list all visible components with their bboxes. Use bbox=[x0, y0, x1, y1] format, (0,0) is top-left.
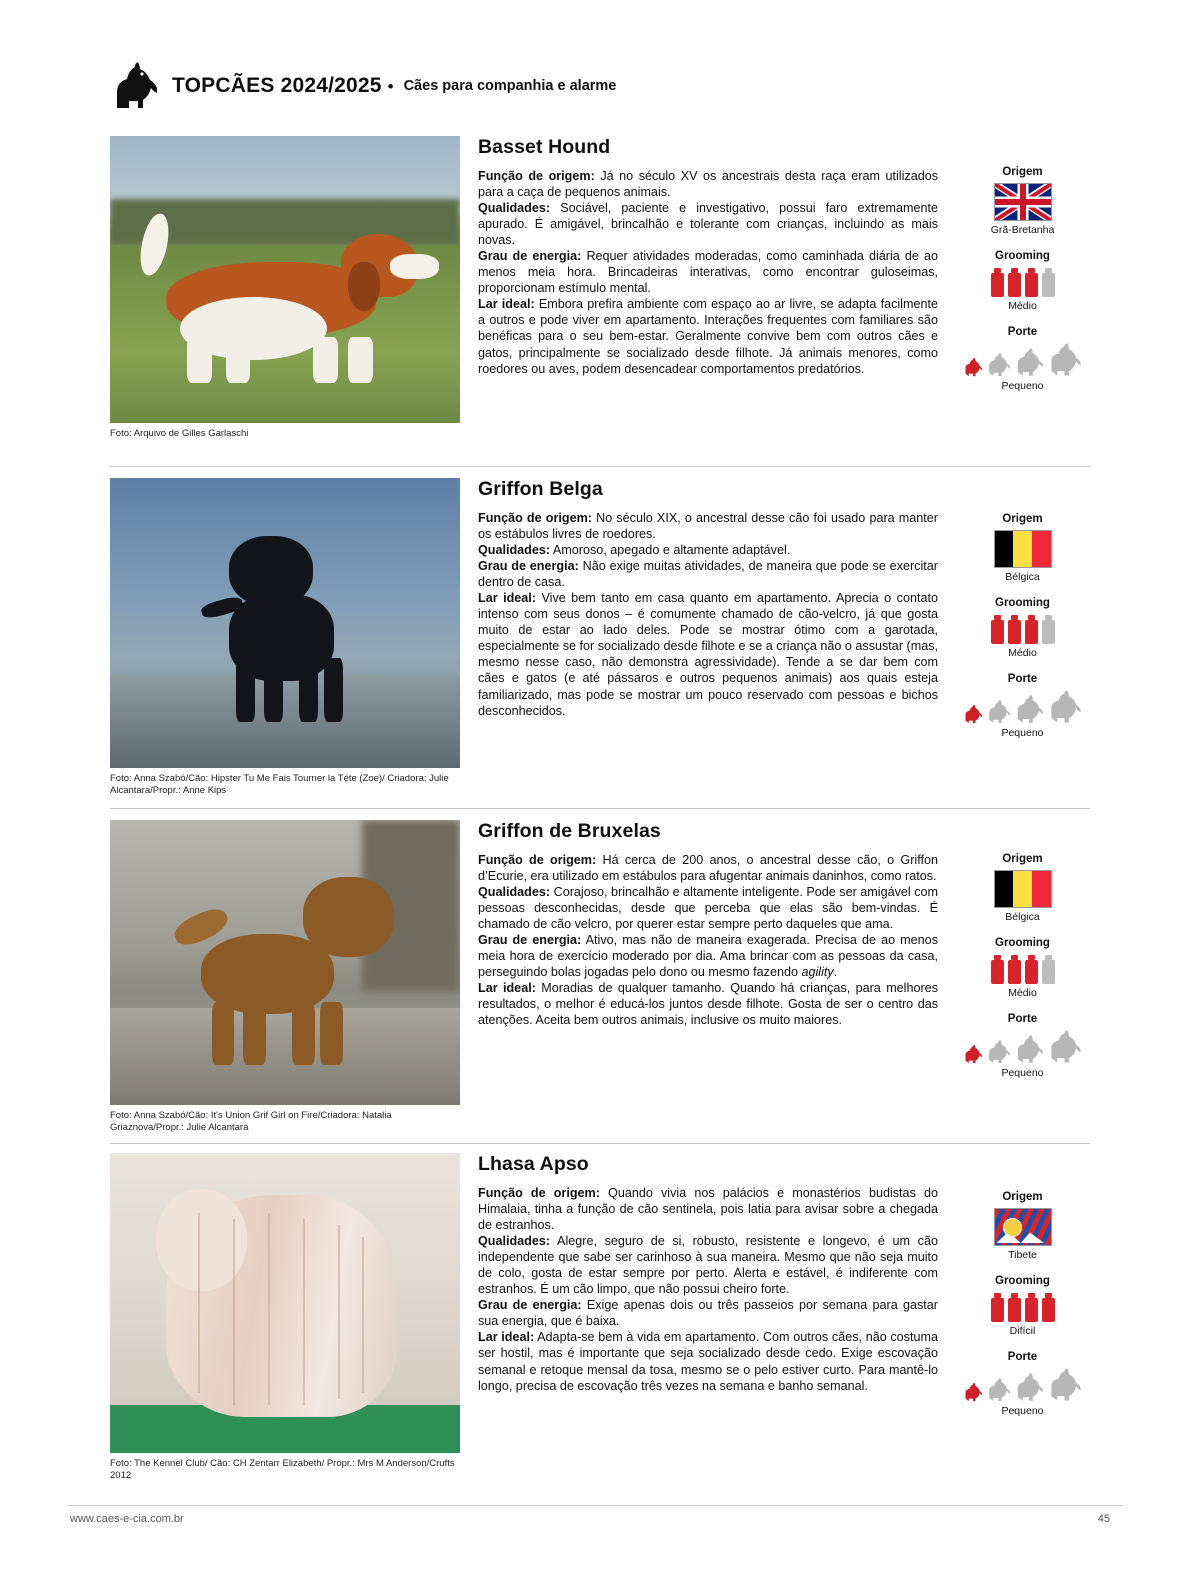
size-label: Porte bbox=[1007, 673, 1038, 685]
entry-divider bbox=[110, 808, 1090, 809]
size-scale bbox=[955, 1030, 1090, 1064]
para-label: Função de origem: bbox=[478, 853, 597, 867]
breed-description bbox=[478, 852, 938, 1029]
para-text: Sociável, paciente e investigativo, possui faro extremamente apurado. É amigável, brincalhão e tolerante com crianças, incluindo as mais novas. bbox=[478, 201, 938, 248]
grooming-block bbox=[955, 1275, 1090, 1337]
grooming-bottle-icon bbox=[1008, 1298, 1021, 1322]
breed-entry bbox=[110, 820, 1090, 1140]
breed-name: Basset Hound bbox=[478, 136, 611, 158]
origin-block bbox=[955, 513, 1090, 583]
size-label: Porte bbox=[1007, 326, 1038, 338]
flag-belgium-icon bbox=[994, 530, 1052, 568]
grooming-bottle-icon bbox=[1042, 273, 1055, 297]
origin-label: Origem bbox=[1002, 166, 1043, 178]
para-label: Lar ideal: bbox=[478, 1330, 535, 1345]
size-label: Porte bbox=[1007, 1013, 1038, 1025]
breed-entry bbox=[110, 136, 1090, 456]
size-value: Pequeno bbox=[1001, 1067, 1044, 1079]
origin-label: Origem bbox=[1002, 1191, 1043, 1203]
grooming-bottle-icon bbox=[1025, 620, 1038, 644]
size-scale bbox=[955, 690, 1090, 724]
grooming-scale bbox=[955, 267, 1090, 297]
dog-size-icon bbox=[1014, 347, 1044, 377]
grooming-bottle-icon bbox=[991, 960, 1004, 984]
para-label: Grau de energia: bbox=[478, 1298, 582, 1313]
page-header bbox=[110, 58, 1090, 114]
grooming-value: Difícil bbox=[1009, 1325, 1036, 1337]
dog-size-icon bbox=[986, 1039, 1011, 1064]
para-italic: agility bbox=[801, 965, 834, 980]
grooming-bottle-icon bbox=[1025, 273, 1038, 297]
breed-description bbox=[478, 510, 938, 719]
entry-divider bbox=[110, 466, 1090, 467]
entry-divider bbox=[110, 1143, 1090, 1144]
dog-size-icon bbox=[1047, 1367, 1082, 1402]
breed-text-column bbox=[478, 1153, 938, 1394]
para-text: Alegre, seguro de si, robusto, resistente e longevo, é um cão independente que sabe ser carinhoso à sua maneira. Mesmo que não seja muito de colo, gosta de estar sempre por perto. Alerta e estável, é indiferente com estranhos. É um cão limpo, que não possui cheiro forte. bbox=[478, 1234, 938, 1297]
dog-size-icon bbox=[1014, 1372, 1044, 1402]
grooming-label: Grooming bbox=[995, 937, 1050, 949]
grooming-bottle-icon bbox=[1042, 960, 1055, 984]
dog-size-icon bbox=[986, 699, 1011, 724]
breed-photo-column bbox=[110, 136, 460, 440]
flag-uk-icon bbox=[994, 183, 1052, 221]
flag-tibet-icon bbox=[994, 1208, 1052, 1246]
para-label: Qualidades: bbox=[478, 885, 551, 900]
para-text: Há cerca de 200 anos, o ancestral desse cão, o Griffon d’Ecurie, era utilizado em estábulos para afugentar animais daninhos, como ratos. bbox=[478, 853, 938, 884]
grooming-value: Médio bbox=[1008, 987, 1037, 999]
breed-text-column bbox=[478, 136, 938, 377]
para-text: Corajoso, brincalhão e altamente inteligente. Pode ser amigável com pessoas desconhecidas, desde que perceba que elas são bem-vindas. É chamado de cão velcro, por querer estar sempre perto daqueles que ama. bbox=[478, 885, 938, 932]
dog-size-icon bbox=[963, 357, 983, 377]
breed-description bbox=[478, 168, 938, 377]
dog-size-icon bbox=[963, 1044, 983, 1064]
dog-size-icon bbox=[1014, 1034, 1044, 1064]
para-text: No século XIX, o ancestral desse cão foi usado para manter os estábulos livres de roedores. bbox=[478, 511, 938, 542]
dog-size-icon bbox=[1047, 342, 1082, 377]
page-number: 45 bbox=[1097, 1513, 1110, 1525]
size-scale bbox=[955, 1368, 1090, 1402]
grooming-label: Grooming bbox=[995, 250, 1050, 262]
breed-photo-column bbox=[110, 1153, 460, 1482]
para-label: Função de origem: bbox=[478, 1186, 600, 1200]
grooming-scale bbox=[955, 614, 1090, 644]
griffon-bruxelas-photo bbox=[110, 820, 460, 1105]
dog-size-icon bbox=[963, 1382, 983, 1402]
origin-country: Bélgica bbox=[1005, 911, 1040, 923]
grooming-bottle-icon bbox=[991, 1298, 1004, 1322]
breed-description bbox=[478, 1185, 938, 1394]
origin-block bbox=[955, 166, 1090, 236]
grooming-scale bbox=[955, 1292, 1090, 1322]
para-text: Exige apenas dois ou três passeios por semana para gastar sua energia, que é baixa. bbox=[478, 1298, 938, 1329]
para-text: Não exige muitas atividades, de maneira que pode se exercitar dentro de casa. bbox=[478, 559, 938, 590]
breed-text-column bbox=[478, 478, 938, 719]
breed-photo-column bbox=[110, 478, 460, 797]
para-label: Lar ideal: bbox=[478, 981, 536, 996]
grooming-bottle-icon bbox=[1025, 1298, 1038, 1322]
grooming-block bbox=[955, 597, 1090, 659]
breed-name: Griffon de Bruxelas bbox=[478, 820, 661, 842]
para-label: Qualidades: bbox=[478, 1234, 551, 1249]
size-block bbox=[955, 326, 1090, 392]
origin-country: Bélgica bbox=[1005, 571, 1040, 583]
grooming-bottle-icon bbox=[991, 273, 1004, 297]
para-text: Já no século XV os ancestrais desta raça eram utilizados para a caça de pequenos animais. bbox=[478, 169, 939, 200]
para-text: Embora prefira ambiente com espaço ao ar livre, se adapta facilmente a outros e pode viver em apartamento. Interações frequentes com familiares são benéficas para o seu bem-estar. Geralmente convive bem com outros cães e gatos, principalmente se socializado desde filhote. Já animais menores, como roedores ou aves, podem desencadear comportamentos predatórios. bbox=[478, 297, 938, 376]
para-label: Grau de energia: bbox=[478, 249, 582, 264]
dog-size-icon bbox=[1014, 694, 1044, 724]
para-text: Moradias de qualquer tamanho. Quando há crianças, para melhores resultados, o melhor é educá-los juntos desde filhote. Gosta de ser o centro das atenções. Aceita bem outros animais, inclusive os muito maiores. bbox=[478, 981, 938, 1028]
grooming-bottle-icon bbox=[1042, 620, 1055, 644]
para-text: Requer atividades moderadas, como caminhada diária de ao menos meia hora. Brincadeiras interativas, como encontrar guloseimas, proporcionam estímulo mental. bbox=[478, 249, 938, 296]
para-label: Função de origem: bbox=[478, 169, 595, 183]
grooming-label: Grooming bbox=[995, 1275, 1050, 1287]
para-text: Quando vivia nos palácios e monastérios budistas do Himalaia, tinha a função de cão sentinela, pois latia para avisar sobre a chegada de estranhos. bbox=[478, 1186, 938, 1233]
page-subtitle: Cães para companhia e alarme bbox=[403, 78, 617, 94]
origin-block bbox=[955, 853, 1090, 923]
grooming-label: Grooming bbox=[995, 597, 1050, 609]
breed-text-column bbox=[478, 820, 938, 1029]
grooming-bottle-icon bbox=[1025, 960, 1038, 984]
dog-size-icon bbox=[986, 352, 1011, 377]
origin-country: Grã-Bretanha bbox=[990, 224, 1055, 236]
size-label: Porte bbox=[1007, 1351, 1038, 1363]
origin-block bbox=[955, 1191, 1090, 1261]
breed-photo-column bbox=[110, 820, 460, 1134]
breed-entry bbox=[110, 478, 1090, 798]
size-value: Pequeno bbox=[1001, 380, 1044, 392]
para-label: Qualidades: bbox=[478, 201, 551, 216]
footer-url: www.caes-e-cia.com.br bbox=[70, 1513, 184, 1525]
photo-credit: Foto: The Kennel Club/ Cão: CH Zentarr Elizabeth/ Propr.: Mrs M Anderson/Crufts 2012 bbox=[110, 1458, 455, 1481]
breed-entry bbox=[110, 1153, 1090, 1483]
para-text: Adapta-se bem à vida em apartamento. Com outros cães, não costuma ser hostil, mas é importante que seja socializado desde cedo. Exige escovação semanal e retoque mensal da tosa, mesmo se o pelo estiver curto. Para mantê-lo longo, precisa de escovação três vezes na semana e banho semanal. bbox=[478, 1330, 938, 1393]
grooming-value: Médio bbox=[1008, 647, 1037, 659]
grooming-bottle-icon bbox=[1008, 960, 1021, 984]
para-label: Grau de energia: bbox=[478, 559, 579, 574]
origin-label: Origem bbox=[1002, 853, 1043, 865]
griffon-belga-photo bbox=[110, 478, 460, 768]
para-label: Grau de energia: bbox=[478, 933, 582, 948]
para-tail: . bbox=[833, 965, 838, 980]
dog-size-icon bbox=[1047, 689, 1082, 724]
origin-country: Tibete bbox=[1008, 1249, 1037, 1261]
para-label: Lar ideal: bbox=[478, 591, 536, 606]
grooming-block bbox=[955, 937, 1090, 999]
photo-credit: Foto: Arquivo de Gilles Garlaschi bbox=[110, 428, 249, 439]
page-title: TOPCÃES 2024/2025 bbox=[172, 74, 382, 97]
breed-attributes bbox=[955, 853, 1090, 1093]
grooming-bottle-icon bbox=[1008, 273, 1021, 297]
size-value: Pequeno bbox=[1001, 1405, 1044, 1417]
grooming-bottle-icon bbox=[991, 620, 1004, 644]
para-label: Qualidades: bbox=[478, 543, 551, 558]
size-block bbox=[955, 1013, 1090, 1079]
para-label: Função de origem: bbox=[478, 511, 592, 525]
size-block bbox=[955, 1351, 1090, 1417]
photo-credit: Foto: Anna Szabó/Cão: It's Union Grif Girl on Fire/Criadora: Natalia Griaznova/Propr.: Julie Alcantara bbox=[110, 1110, 392, 1133]
grooming-value: Médio bbox=[1008, 300, 1037, 312]
origin-label: Origem bbox=[1002, 513, 1043, 525]
grooming-bottle-icon bbox=[1042, 1298, 1055, 1322]
photo-credit: Foto: Anna Szabó/Cão: Hipster Tu Me Fais Tourner la Téte (Zoe)/ Criadora: Julie Alcantara/Propr.: Anne Kips bbox=[110, 773, 449, 796]
size-block bbox=[955, 673, 1090, 739]
size-scale bbox=[955, 343, 1090, 377]
basset-hound-photo bbox=[110, 136, 460, 423]
para-text: Amoroso, apegado e altamente adaptável. bbox=[550, 543, 791, 558]
dog-size-icon bbox=[1047, 1029, 1082, 1064]
grooming-scale bbox=[955, 954, 1090, 984]
para-text: Vive bem tanto em casa quanto em apartamento. Aprecia o contato intenso com seus donos – é comumente chamado de cão-velcro, já que gosta muito de estar ao lado deles. Pode se mostrar ótimo com a garotada, especialmente se for socializado desde filhote e se a criança não o assustar (mas, mesmo nesse caso, não demonstra agressividade). Tende a se dar bem com cães e gatos (e até pássaros e outros pequenos animais) aos quais esteja familiarizado, mas pode se mostrar um pouco reservado com pessoas e bichos desconhecidos. bbox=[478, 591, 938, 718]
breed-name: Griffon Belga bbox=[478, 478, 603, 500]
lhasa-apso-photo bbox=[110, 1153, 460, 1453]
dog-size-icon bbox=[986, 1377, 1011, 1402]
dog-silhouette-icon bbox=[110, 60, 166, 112]
breed-attributes bbox=[955, 1191, 1090, 1431]
breed-attributes bbox=[955, 166, 1090, 406]
title-separator: • bbox=[387, 76, 394, 96]
size-value: Pequeno bbox=[1001, 727, 1044, 739]
para-text: Ativo, mas não de maneira exagerada. Precisa de ao menos meia hora de exercício moderado por dia. Ama brincar com as pessoas da casa, perseguindo bolas jogadas pelo dono ou mesmo fazendo bbox=[478, 933, 938, 980]
footer-divider bbox=[68, 1505, 1123, 1506]
dog-size-icon bbox=[963, 704, 983, 724]
breed-attributes bbox=[955, 513, 1090, 753]
grooming-block bbox=[955, 250, 1090, 312]
grooming-bottle-icon bbox=[1008, 620, 1021, 644]
breed-name: Lhasa Apso bbox=[478, 1153, 589, 1175]
para-label: Lar ideal: bbox=[478, 297, 535, 312]
flag-belgium-icon bbox=[994, 870, 1052, 908]
